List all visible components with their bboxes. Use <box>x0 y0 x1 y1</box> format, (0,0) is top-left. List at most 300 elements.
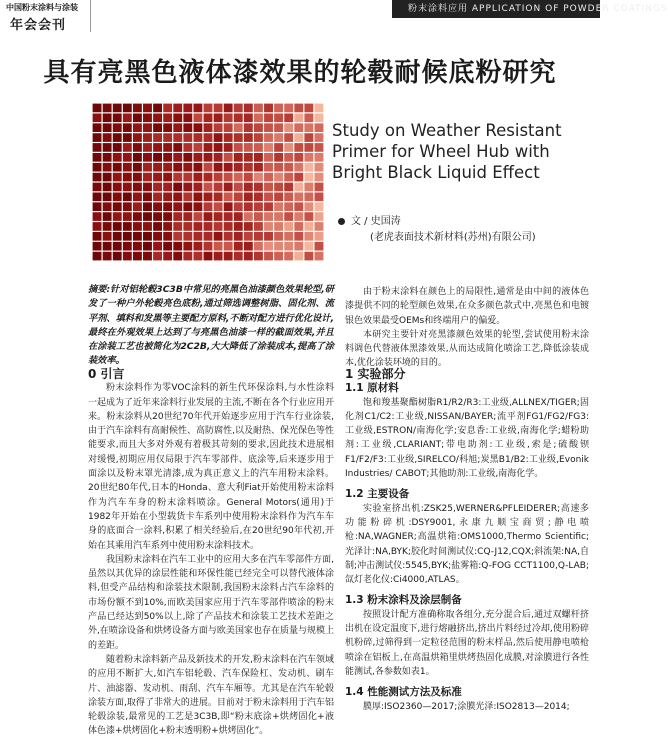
mosaic-tile <box>224 192 233 201</box>
mosaic-tile <box>163 113 172 122</box>
mosaic-tile <box>103 252 112 261</box>
mosaic-tile <box>214 222 223 231</box>
mosaic-tile <box>113 192 122 201</box>
mosaic-tile <box>294 222 303 231</box>
abstract: 摘要:针对铝轮毂3C3B中常见的亮黑色油漆颜色效果轮型,研发了一种户外轮毂亮色底粉,通过筛选调整树脂、固化剂、流平剂、填料和发黑等主要配方原料,不断对配方进行优化设计,最终在外观效果上达到了与亮黑色油漆一样的截面效果,并且在涂装工艺也被简化为2C2B,大大降低了涂装成本,提高了涂装效率。 <box>88 284 334 367</box>
mosaic-tile <box>113 222 122 231</box>
mosaic-tile <box>264 242 273 251</box>
mosaic-tile <box>93 252 102 261</box>
mosaic-tile <box>254 153 263 162</box>
mosaic-tile <box>204 113 213 122</box>
mosaic-tile <box>254 113 263 122</box>
mosaic-tile <box>284 143 293 152</box>
mosaic-tile <box>224 173 233 182</box>
mosaic-tile <box>193 192 202 201</box>
mosaic-tile <box>244 212 253 221</box>
mosaic-tile <box>204 242 213 251</box>
mosaic-tile <box>284 173 293 182</box>
mosaic-tile <box>264 222 273 231</box>
mosaic-tile <box>234 242 243 251</box>
mosaic-tile <box>254 163 263 172</box>
mosaic-tile <box>113 212 122 221</box>
mosaic-tile <box>244 133 253 142</box>
mosaic-tile <box>163 123 172 132</box>
mosaic-tile <box>163 212 172 221</box>
mosaic-tile <box>103 202 112 211</box>
mosaic-tile <box>204 183 213 192</box>
mosaic-tile <box>93 173 102 182</box>
mosaic-tile <box>254 173 263 182</box>
mosaic-tile <box>224 143 233 152</box>
mosaic-tile <box>204 232 213 241</box>
mosaic-tile <box>143 183 152 192</box>
mosaic-tile <box>133 143 142 152</box>
paragraph: 膜厚:ISO2360—2017;涂膜光泽:ISO2813—2014; <box>363 701 570 712</box>
mosaic-tile <box>173 133 182 142</box>
mosaic-tile <box>234 153 243 162</box>
mosaic-tile <box>153 222 162 231</box>
mosaic-tile <box>284 202 293 211</box>
mosaic-tile <box>304 113 313 122</box>
mosaic-tile <box>143 113 152 122</box>
mosaic-tile <box>315 232 324 241</box>
mosaic-tile <box>304 143 313 152</box>
mosaic-tile <box>254 242 263 251</box>
mosaic-tile <box>183 192 192 201</box>
mosaic-tile <box>173 153 182 162</box>
mosaic-tile <box>193 153 202 162</box>
mosaic-tile <box>274 113 283 122</box>
mosaic-tile <box>214 163 223 172</box>
mosaic-tile <box>234 133 243 142</box>
mosaic-tile <box>123 242 132 251</box>
mosaic-tile <box>93 183 102 192</box>
mosaic-tile <box>153 173 162 182</box>
mosaic-tile <box>274 232 283 241</box>
mosaic-tile <box>143 123 152 132</box>
mosaic-tile <box>315 252 324 261</box>
article-title-zh: 具有亮黑色液体漆效果的轮毂耐候底粉研究 <box>43 58 557 88</box>
mosaic-tile <box>183 163 192 172</box>
mosaic-tile <box>254 104 263 113</box>
mosaic-tile <box>315 242 324 251</box>
mosaic-tile <box>244 173 253 182</box>
mosaic-tile <box>304 192 313 201</box>
mosaic-tile <box>173 123 182 132</box>
mosaic-tile <box>224 133 233 142</box>
mosaic-tile <box>264 113 273 122</box>
mosaic-tile <box>244 252 253 261</box>
mosaic-tile <box>163 173 172 182</box>
section-1 <box>345 367 589 714</box>
mosaic-tile <box>214 113 223 122</box>
mosaic-tile <box>143 173 152 182</box>
mosaic-tile <box>264 232 273 241</box>
mosaic-tile <box>103 143 112 152</box>
mosaic-tile <box>274 183 283 192</box>
mosaic-tile <box>204 202 213 211</box>
paragraph: 我国粉末涂料在汽车工业中的应用大多在汽车零部件方面,虽然以其优异的涂层性能和环保性能已经完全可以替代液体涂料,但受产品结构和涂装技术限制,我国粉末涂料占汽车涂料的市场份额不到10%,而欧美国家应用于汽车零部件喷涂的粉末产品已经达到50%以上,除了产品技术和涂装工艺技术差距之外,在喷涂设备和烘烤设备方面与欧美国家也存在质量与规模上的差距。 <box>88 554 334 651</box>
mosaic-tile <box>264 153 273 162</box>
mosaic-tile <box>123 153 132 162</box>
mosaic-tile <box>133 222 142 231</box>
mosaic-tile <box>204 222 213 231</box>
mosaic-tile <box>133 202 142 211</box>
bullet-icon <box>338 218 345 225</box>
mosaic-tile <box>183 104 192 113</box>
mosaic-tile <box>294 232 303 241</box>
mosaic-tile <box>224 242 233 251</box>
mosaic-tile <box>163 242 172 251</box>
mosaic-tile <box>244 113 253 122</box>
mosaic-tile <box>274 173 283 182</box>
mosaic-tile <box>113 123 122 132</box>
mosaic-tile <box>183 173 192 182</box>
mosaic-tile <box>183 133 192 142</box>
author-affiliation: (老虎表面技术新材料(苏州)有限公司) <box>370 232 536 243</box>
mosaic-tile <box>315 183 324 192</box>
mosaic-tile <box>294 202 303 211</box>
mosaic-illustration <box>92 103 324 261</box>
mosaic-tile <box>284 232 293 241</box>
mosaic-tile <box>274 163 283 172</box>
mosaic-tile <box>304 153 313 162</box>
mosaic-tile <box>153 104 162 113</box>
mosaic-tile <box>93 104 102 113</box>
mosaic-tile <box>214 252 223 261</box>
mosaic-tile <box>224 222 233 231</box>
mosaic-tile <box>143 153 152 162</box>
mosaic-tile <box>304 173 313 182</box>
mosaic-tile <box>204 173 213 182</box>
mosaic-tile <box>103 173 112 182</box>
mosaic-tile <box>304 163 313 172</box>
mosaic-tile <box>193 202 202 211</box>
mosaic-tile <box>294 242 303 251</box>
mosaic-tile <box>294 153 303 162</box>
journal-issue: 年会会刊 <box>10 18 67 33</box>
mosaic-tile <box>103 183 112 192</box>
mosaic-tile <box>204 123 213 132</box>
mosaic-tile <box>113 173 122 182</box>
mosaic-tile <box>143 202 152 211</box>
mosaic-tile <box>274 212 283 221</box>
mosaic-tile <box>173 202 182 211</box>
mosaic-tile <box>123 192 132 201</box>
mosaic-tile <box>294 252 303 261</box>
section-heading: 0 引言 <box>88 367 125 381</box>
mosaic-tile <box>244 143 253 152</box>
mosaic-tile <box>163 153 172 162</box>
mosaic-tile <box>133 212 142 221</box>
mosaic-tile <box>153 232 162 241</box>
mosaic-tile <box>224 212 233 221</box>
mosaic-tile <box>284 212 293 221</box>
mosaic-tile <box>123 232 132 241</box>
mosaic-tile <box>304 123 313 132</box>
mosaic-tile <box>153 212 162 221</box>
mosaic-tile <box>163 163 172 172</box>
mosaic-tile <box>224 113 233 122</box>
mosaic-tile <box>214 173 223 182</box>
mosaic-tile <box>193 123 202 132</box>
mosaic-tile <box>214 212 223 221</box>
mosaic-tile <box>153 163 162 172</box>
paragraph: 实验室挤出机:ZSK25,WERNER&PFLEIDERER;高速多功能粉碎机:DSY9001,永康九顺宝商贸;静电喷枪:NA,WAGNER;高温烘箱:OMS1000,Thermo Scientific;光泽计:NA,BYK;胶化时间测试仪:CQ-J12,CQX;斜流架:NA,自制;冲击测试仪:5545,BYK;盐雾箱:Q-FOG CCT1100,Q-LAB;氙灯老化仪:Ci4000,ATLAS。 <box>345 503 589 586</box>
mosaic-tile <box>274 143 283 152</box>
mosaic-tile <box>103 113 112 122</box>
mosaic-tile <box>103 133 112 142</box>
mosaic-tile <box>93 133 102 142</box>
mosaic-tile <box>214 123 223 132</box>
paragraph: 随着粉末涂料新产品及新技术的开发,粉末涂料在汽车领域的应用不断扩大,如汽车铝轮毂、汽车保险杠、发动机、刷车片、油滤器、发动机、雨刮、汽车车厢等。尤其是在汽车轮毂涂装方面,取得了非常大的进展。目前对于粉末涂料用于汽车铝轮毂涂装,最常见的工艺是3C3B,即“粉末底涂+烘烤固化+液体色漆+烘烤固化+粉末透明粉+烘烤固化”。 <box>88 654 334 737</box>
mosaic-tile <box>123 173 132 182</box>
right-intro <box>345 285 589 371</box>
paragraph: 由于粉末涂料在颜色上的局限性,通常是由中间的液体色漆提供不同的轮型颜色效果,在众多颜色款式中,亮黑色和电镀银色效果最受OEMs和终端用户的偏爱。 <box>345 287 589 326</box>
mosaic-tile <box>173 183 182 192</box>
mosaic-tile <box>133 163 142 172</box>
paragraph: 饱和羧基聚酯树脂R1/R2/R3:工业级,ALLNEX/TIGER;固化剂C1/C2:工业级,NISSAN/BAYER;流平剂FG1/FG2/FG3:工业级,ESTRON/南海化学;安息香:工业级,南海化学;蜡粉助剂:工业级,CLARIANT;带电助剂:工业级,索是;硫酸钡F1/F2/F3:工业级,SIRELCO/科旭;炭黑B1/B2:工业级,Evonik Industries/ CABOT;其他助剂:工业级,南海化学。 <box>345 397 589 480</box>
mosaic-tile <box>284 133 293 142</box>
mosaic-tile <box>103 192 112 201</box>
mosaic-tile <box>123 133 132 142</box>
mosaic-tile <box>304 212 313 221</box>
mosaic-tile <box>153 133 162 142</box>
mosaic-tile <box>294 192 303 201</box>
mosaic-tile <box>264 123 273 132</box>
mosaic-tile <box>264 183 273 192</box>
mosaic-tile <box>113 133 122 142</box>
mosaic-tile <box>224 202 233 211</box>
mosaic-tile <box>244 222 253 231</box>
mosaic-tile <box>173 163 182 172</box>
mosaic-tile <box>274 123 283 132</box>
mosaic-tile <box>284 153 293 162</box>
mosaic-tile <box>113 143 122 152</box>
mosaic-tile <box>234 123 243 132</box>
section-heading: 1 实验部分 <box>345 367 406 381</box>
mosaic-tile <box>113 113 122 122</box>
mosaic-tile <box>234 192 243 201</box>
mosaic-tile <box>294 212 303 221</box>
mosaic-tile <box>284 242 293 251</box>
mosaic-tile <box>304 104 313 113</box>
mosaic-tile <box>123 202 132 211</box>
mosaic-tile <box>284 163 293 172</box>
mosaic-tile <box>224 104 233 113</box>
mosaic-tile <box>315 212 324 221</box>
mosaic-tile <box>274 192 283 201</box>
mosaic-tile <box>214 242 223 251</box>
mosaic-tile <box>123 123 132 132</box>
mosaic-tile <box>315 113 324 122</box>
mosaic-tile <box>153 252 162 261</box>
mosaic-tile <box>183 113 192 122</box>
mosaic-tile <box>234 104 243 113</box>
mosaic-tile <box>274 202 283 211</box>
mosaic-tile <box>133 153 142 162</box>
mosaic-tile <box>234 113 243 122</box>
mosaic-tile <box>153 242 162 251</box>
mosaic-tile <box>254 202 263 211</box>
mosaic-tile <box>193 133 202 142</box>
mosaic-tile <box>254 123 263 132</box>
mosaic-tile <box>204 143 213 152</box>
mosaic-tile <box>163 143 172 152</box>
mosaic-tile <box>133 173 142 182</box>
mosaic-tile <box>315 104 324 113</box>
mosaic-tile <box>234 202 243 211</box>
intro-section <box>88 367 334 739</box>
mosaic-tile <box>123 183 132 192</box>
mosaic-tile <box>173 242 182 251</box>
mosaic-tile <box>123 143 132 152</box>
mosaic-tile <box>143 252 152 261</box>
mosaic-tile <box>163 222 172 231</box>
mosaic-tile <box>173 173 182 182</box>
mosaic-tile <box>133 123 142 132</box>
mosaic-tile <box>113 232 122 241</box>
mosaic-tile <box>163 202 172 211</box>
mosaic-tile <box>93 163 102 172</box>
mosaic-tile <box>183 232 192 241</box>
mosaic-tile <box>284 252 293 261</box>
mosaic-tile <box>143 242 152 251</box>
mosaic-tile <box>254 222 263 231</box>
mosaic-tile <box>315 202 324 211</box>
mosaic-tile <box>93 192 102 201</box>
mosaic-tile <box>193 113 202 122</box>
mosaic-tile <box>234 143 243 152</box>
mosaic-tile <box>315 163 324 172</box>
journal-sidetag <box>0 0 91 32</box>
mosaic-tile <box>193 143 202 152</box>
mosaic-tile <box>204 104 213 113</box>
mosaic-tile <box>163 192 172 201</box>
mosaic-tile <box>315 143 324 152</box>
mosaic-tile <box>274 153 283 162</box>
mosaic-tile <box>153 123 162 132</box>
mosaic-tile <box>143 143 152 152</box>
mosaic-tile <box>244 183 253 192</box>
mosaic-tile <box>294 113 303 122</box>
mosaic-tile <box>143 192 152 201</box>
author-line <box>338 212 401 227</box>
mosaic-tile <box>244 242 253 251</box>
mosaic-tile <box>304 202 313 211</box>
article-title-en: Study on Weather Resistant Primer for Wheel Hub with Bright Black Liquid Effect <box>332 121 562 182</box>
mosaic-tile <box>173 143 182 152</box>
mosaic-tile <box>204 153 213 162</box>
mosaic-tile <box>123 104 132 113</box>
mosaic-tile <box>254 192 263 201</box>
mosaic-tile <box>123 163 132 172</box>
mosaic-tile <box>193 183 202 192</box>
mosaic-tile <box>244 123 253 132</box>
mosaic-tile <box>294 104 303 113</box>
mosaic-tile <box>264 202 273 211</box>
mosaic-tile <box>183 143 192 152</box>
mosaic-tile <box>183 212 192 221</box>
mosaic-tile <box>143 222 152 231</box>
paragraph: 本研究主要针对亮黑漆颜色效果的轮型,尝试使用粉末涂料调色代替液体黑漆效果,从而达成简化喷涂工艺,降低涂装成本,优化涂装环境的目的。 <box>345 329 589 369</box>
mosaic-tile <box>143 133 152 142</box>
mosaic-tile <box>193 222 202 231</box>
mosaic-tile <box>264 104 273 113</box>
mosaic-tile <box>143 104 152 113</box>
subsection-heading: 1.2 主要设备 <box>345 488 410 501</box>
mosaic-tile <box>93 242 102 251</box>
mosaic-tile <box>244 232 253 241</box>
mosaic-tile <box>163 183 172 192</box>
mosaic-tile <box>173 113 182 122</box>
mosaic-tile <box>183 242 192 251</box>
mosaic-tile <box>214 104 223 113</box>
mosaic-tile <box>304 133 313 142</box>
author-name: 文 / 史国涛 <box>351 216 401 227</box>
mosaic-tile <box>254 252 263 261</box>
mosaic-tile <box>264 143 273 152</box>
mosaic-tile <box>294 133 303 142</box>
mosaic-tile <box>294 123 303 132</box>
mosaic-tile <box>103 222 112 231</box>
mosaic-tile <box>214 143 223 152</box>
mosaic-tile <box>204 192 213 201</box>
mosaic-tile <box>214 192 223 201</box>
mosaic-tile <box>123 212 132 221</box>
mosaic-tile <box>315 173 324 182</box>
mosaic-tile <box>163 133 172 142</box>
mosaic-tile <box>173 222 182 231</box>
mosaic-tile <box>173 252 182 261</box>
mosaic-tile <box>143 212 152 221</box>
mosaic-tile <box>234 173 243 182</box>
mosaic-tile <box>133 183 142 192</box>
mosaic-tile <box>143 163 152 172</box>
mosaic-tile <box>214 153 223 162</box>
mosaic-tile <box>274 104 283 113</box>
mosaic-tile <box>113 202 122 211</box>
mosaic-tile <box>284 222 293 231</box>
mosaic-tile <box>264 192 273 201</box>
mosaic-tile <box>153 113 162 122</box>
mosaic-tile <box>93 123 102 132</box>
mosaic-tile <box>224 123 233 132</box>
mosaic-tile <box>113 153 122 162</box>
mosaic-tile <box>234 183 243 192</box>
mosaic-tile <box>133 192 142 201</box>
mosaic-tile <box>264 212 273 221</box>
mosaic-tile <box>274 252 283 261</box>
mosaic-tile <box>93 232 102 241</box>
mosaic-tile <box>315 222 324 231</box>
mosaic-tile <box>183 123 192 132</box>
mosaic-tile <box>133 232 142 241</box>
mosaic-tile <box>204 212 213 221</box>
mosaic-tile <box>315 123 324 132</box>
mosaic-tile <box>153 153 162 162</box>
mosaic-tile <box>173 192 182 201</box>
mosaic-tile <box>193 104 202 113</box>
mosaic-tile <box>173 212 182 221</box>
mosaic-tile <box>284 123 293 132</box>
mosaic-tile <box>244 202 253 211</box>
mosaic-tile <box>304 252 313 261</box>
subsection-heading: 1.3 粉末涂料及涂层制备 <box>345 594 462 607</box>
mosaic-tile <box>133 113 142 122</box>
mosaic-tile <box>103 242 112 251</box>
mosaic-tile <box>214 183 223 192</box>
